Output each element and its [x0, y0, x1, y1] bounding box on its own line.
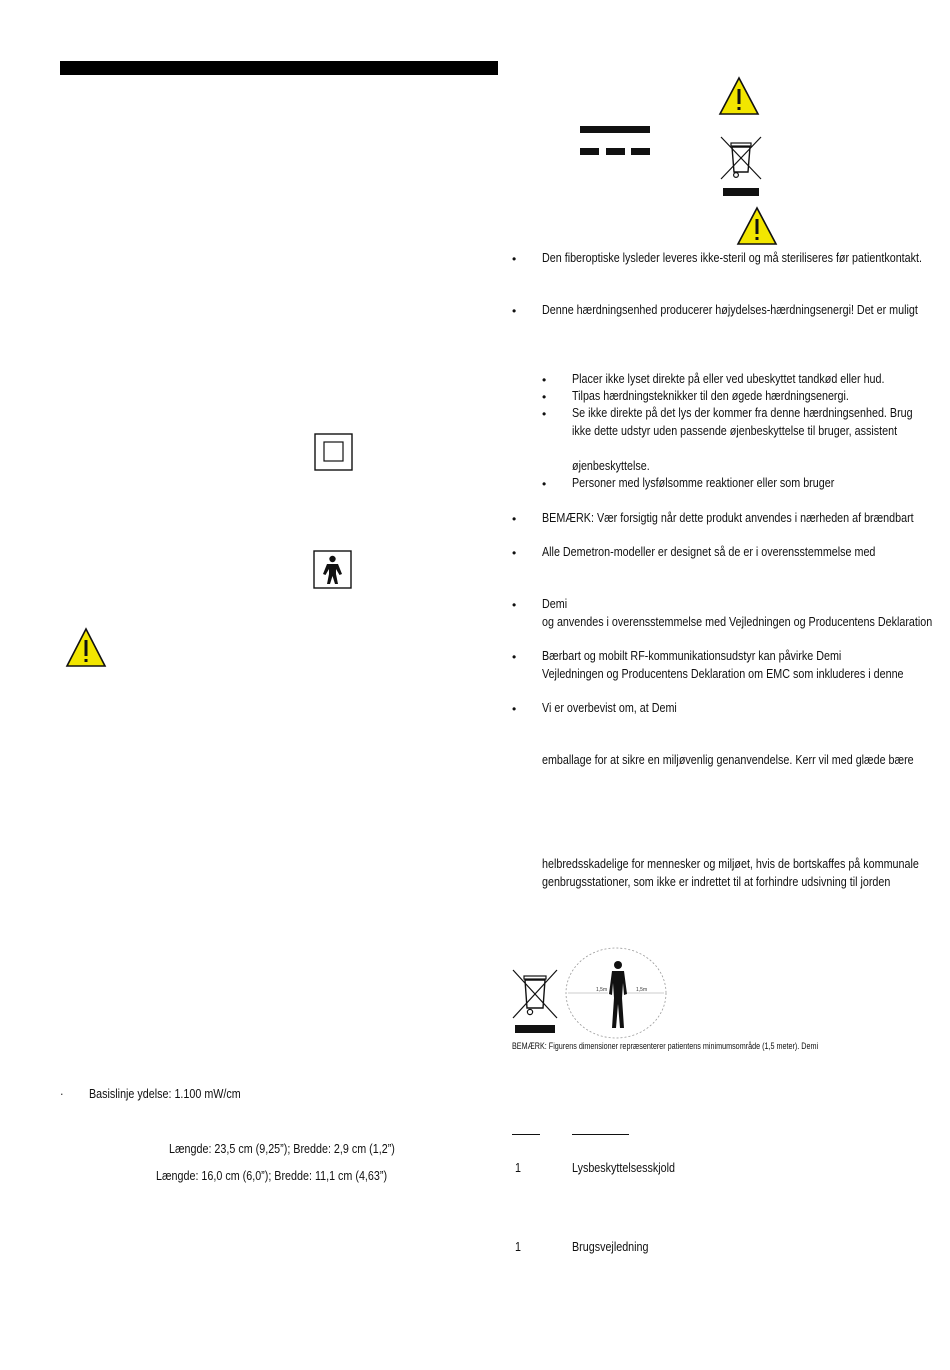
baseline-bullet: ·	[60, 1087, 64, 1101]
bullet-marker: •	[512, 512, 517, 526]
emc-line2: og anvendes i overensstemmelse med Vejledningen og Producentens Deklaration	[542, 615, 933, 629]
baseline-performance: Basislinje ydelse: 1.100 mW/cm	[89, 1087, 241, 1101]
bullet-marker: •	[542, 477, 547, 491]
table-cell-qty: 1	[515, 1161, 521, 1175]
curing-energy-warning: Denne hærdningsenhed producerer højydelses-hærdningsenergi! Det er muligt	[542, 303, 918, 317]
rf-line1: Bærbart og mobilt RF-kommunikationsudstyr kan påvirke Demi	[542, 649, 842, 663]
table-cell-item: Brugsvejledning	[572, 1240, 649, 1254]
direct-current-icon	[580, 124, 652, 158]
sub-item-photosensitive: Personer med lysfølsomme reaktioner eller som bruger	[572, 476, 835, 490]
type-b-applied-part-icon	[313, 550, 353, 590]
warning-triangle-icon	[736, 206, 778, 246]
bullet-marker: •	[512, 252, 517, 266]
crossed-out-wheelie-bin-icon	[718, 134, 764, 198]
rf-line2: Vejledningen og Producentens Deklaration om EMC som inkluderes i denne	[542, 667, 904, 681]
sub-item-eye-line1: Se ikke direkte på det lys der kommer fra denne hærdningsenhed. Brug	[572, 406, 913, 420]
dimension-line-2: Længde: 16,0 cm (6,0”); Bredde: 11,1 cm (4,63”)	[156, 1169, 388, 1183]
disposal-line2: genbrugsstationer, som ikke er indrettet til at forhindre udsivning til jorden	[542, 875, 891, 889]
table-header-rule-qty	[512, 1134, 540, 1135]
sub-item-gingiva: Placer ikke lyset direkte på eller ved ubeskyttet tandkød eller hud.	[572, 372, 885, 386]
bullet-marker: •	[542, 390, 547, 404]
bullet-marker: •	[512, 598, 517, 612]
emc-line1: Demi	[542, 597, 568, 611]
sub-item-technique: Tilpas hærdningsteknikker til den øgede hærdningsenergi.	[572, 389, 849, 403]
section-header-bar	[60, 61, 498, 75]
crossed-out-wheelie-bin-icon	[511, 966, 559, 1036]
bullet-marker: •	[512, 546, 517, 560]
compliance-note: Alle Demetron-modeller er designet så de er i overensstemmelse med	[542, 545, 876, 559]
figure-note: BEMÆRK: Figurens dimensioner repræsenterer patientens minimumsområde (1,5 meter). Demi	[512, 1041, 819, 1051]
distance-label-right: 1,5m	[636, 987, 648, 993]
bullet-marker: •	[512, 650, 517, 664]
double-insulation-icon	[314, 433, 354, 471]
warning-triangle-icon	[718, 76, 760, 116]
flammable-note: BEMÆRK: Vær forsigtig når dette produkt anvendes i nærheden af brændbart	[542, 511, 914, 525]
sterility-note: Den fiberoptiske lysleder leveres ikke-steril og må steriliseres før patientkontakt.	[542, 251, 922, 265]
disposal-line1: helbredsskadelige for mennesker og miljøet, hvis de bortskaffes på kommunale	[542, 857, 919, 871]
table-cell-qty: 1	[515, 1240, 521, 1254]
bullet-marker: •	[512, 702, 517, 716]
dimension-line-1: Længde: 23,5 cm (9,25”); Bredde: 2,9 cm (1,2”)	[169, 1142, 395, 1156]
packaging-text: emballage for at sikre en miljøvenlig genanvendelse. Kerr vil med glæde bære	[542, 753, 914, 767]
table-header-rule-item	[572, 1134, 629, 1135]
bullet-marker: •	[542, 373, 547, 387]
warning-triangle-icon	[65, 627, 107, 669]
distance-label-left: 1,5m	[596, 987, 608, 993]
recycling-intro: Vi er overbevist om, at Demi	[542, 701, 677, 715]
table-cell-item: Lysbeskyttelsesskjold	[572, 1161, 675, 1175]
bullet-marker: •	[512, 304, 517, 318]
patient-environment-figure-icon	[564, 946, 668, 1040]
sub-item-eye-line3: øjenbeskyttelse.	[572, 459, 650, 473]
sub-item-eye-line2: ikke dette udstyr uden passende øjenbeskyttelse til bruger, assistent	[572, 424, 898, 438]
bullet-marker: •	[542, 407, 547, 421]
